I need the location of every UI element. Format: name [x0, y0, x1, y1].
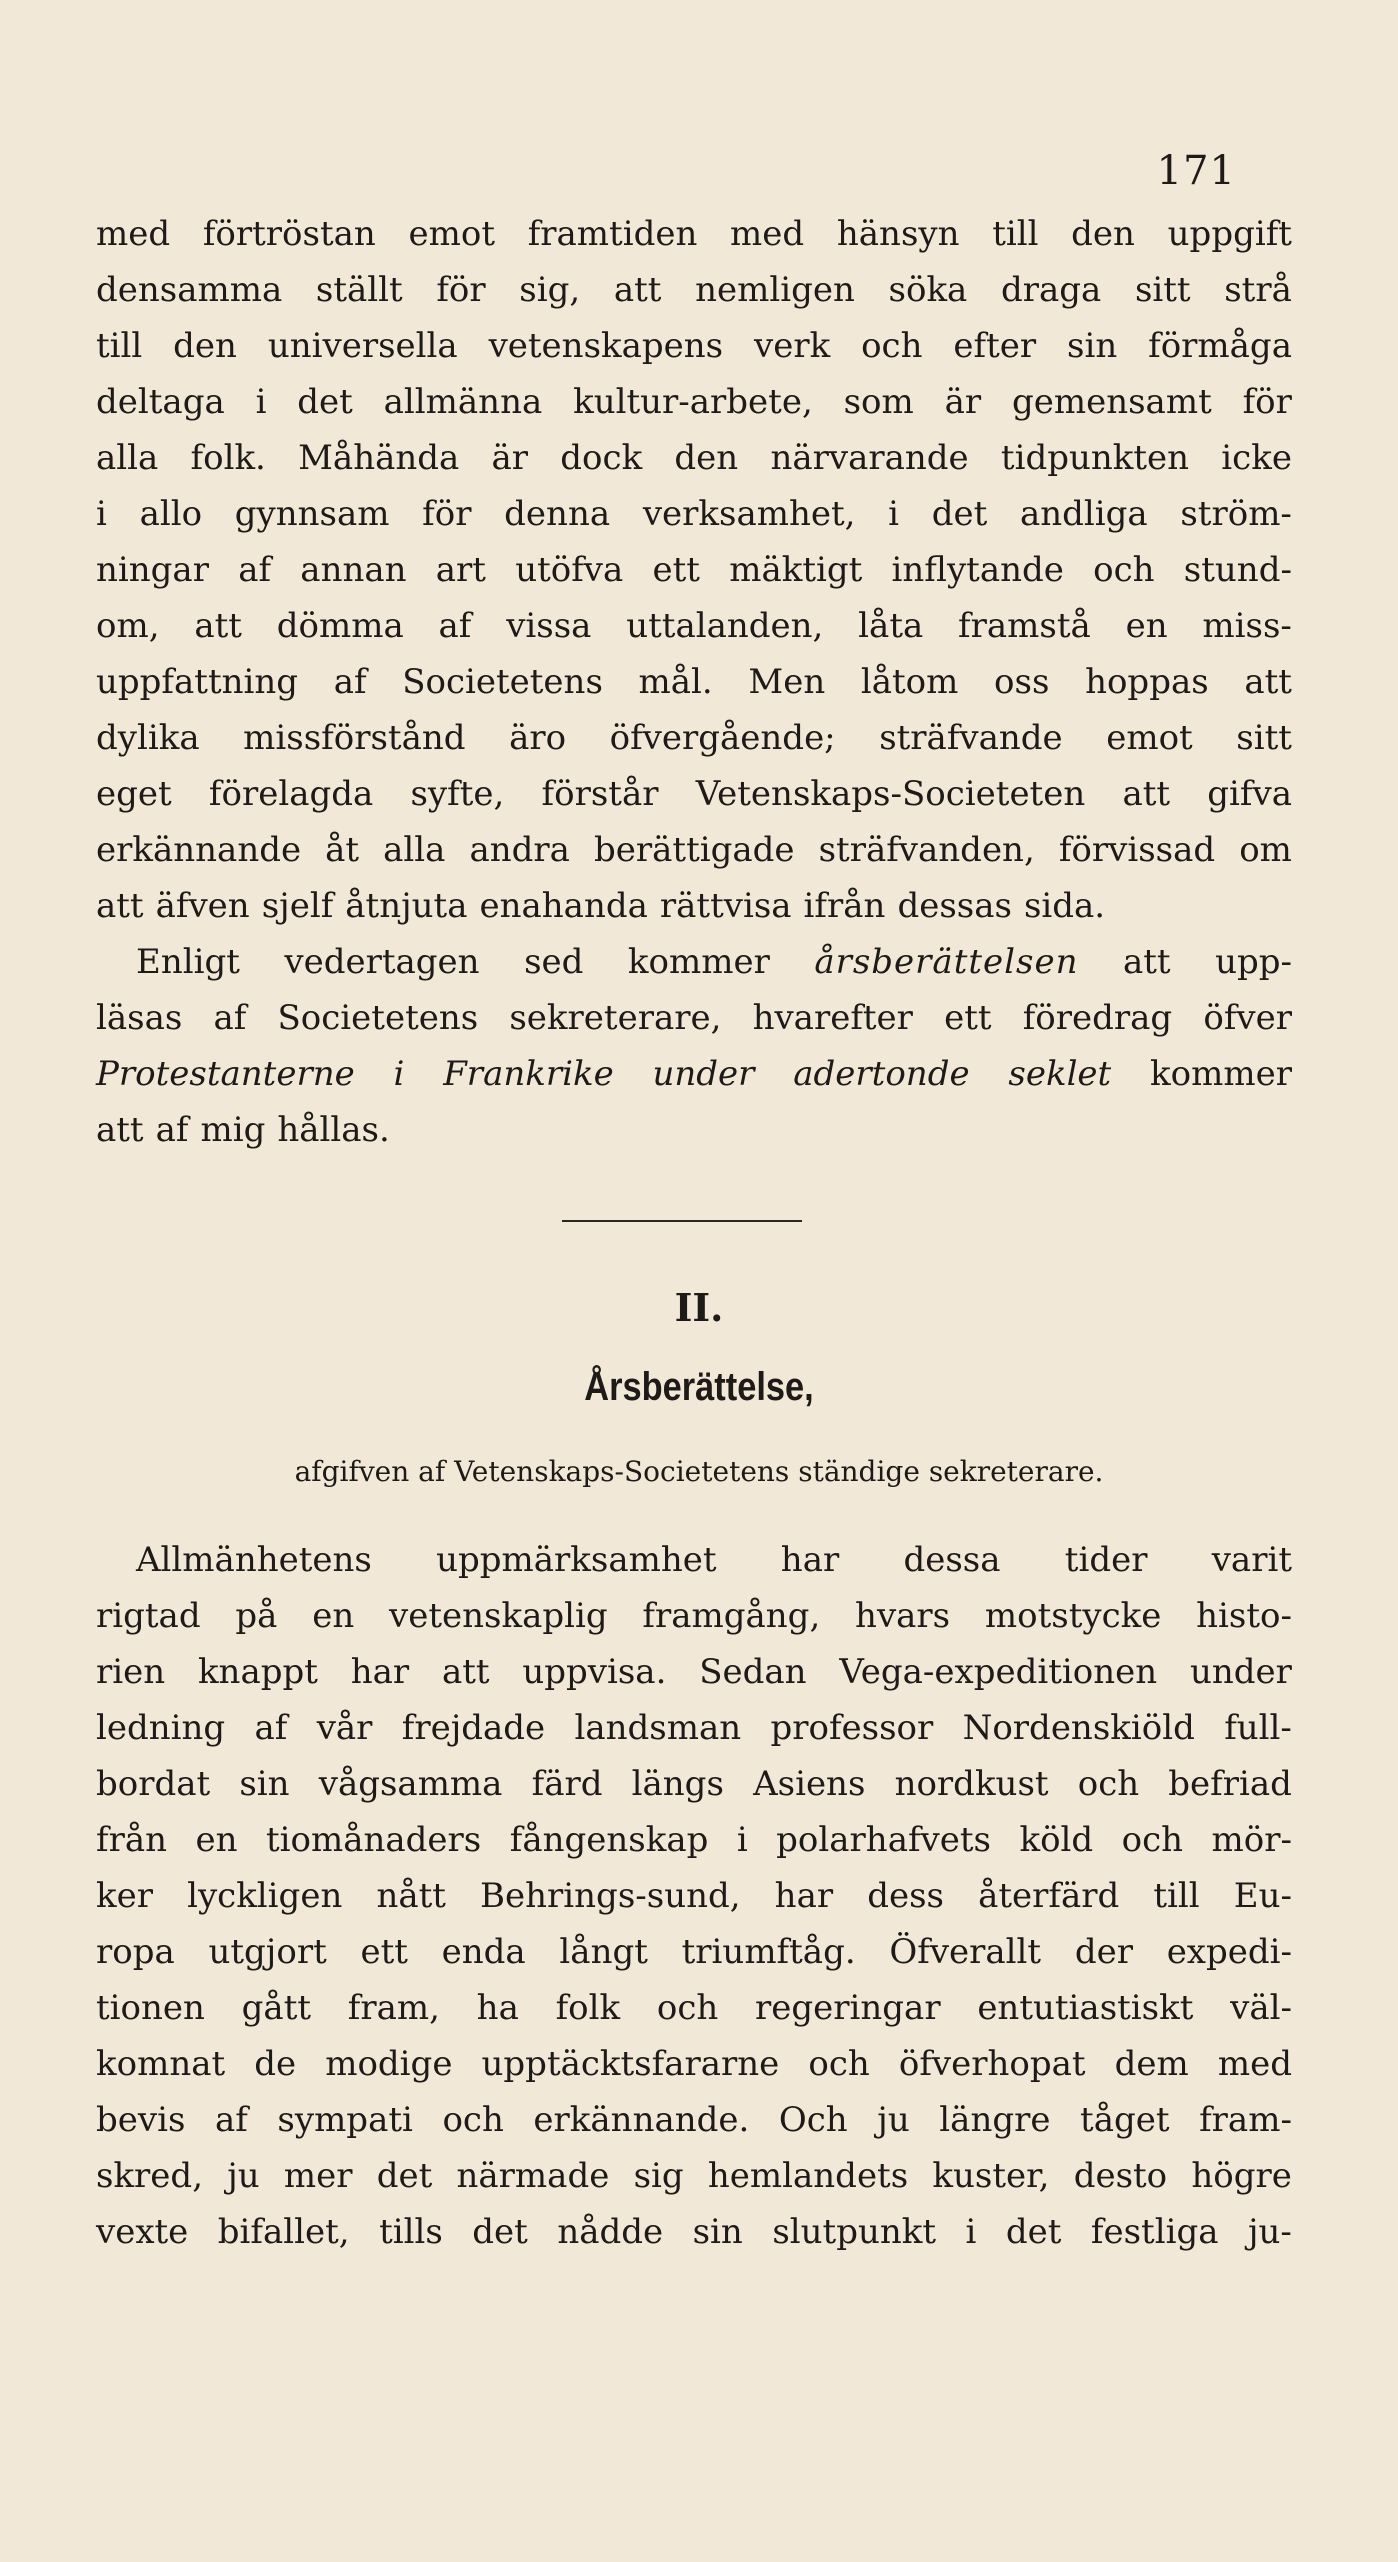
- word: dessas: [897, 886, 1012, 926]
- word: till: [96, 326, 143, 366]
- word: att: [96, 886, 144, 926]
- word: det: [931, 494, 988, 534]
- word: denna: [504, 494, 611, 534]
- word: sympati: [277, 2100, 413, 2140]
- text-line: [96, 1644, 1292, 1700]
- word: med: [1217, 2044, 1292, 2084]
- word: om,: [96, 606, 160, 646]
- word: upptäcktsfararne: [481, 2044, 780, 2084]
- word: emot: [408, 214, 495, 254]
- word: nemligen: [695, 270, 855, 310]
- word: sträfvande: [879, 718, 1063, 758]
- word: art: [435, 550, 486, 590]
- word: äro: [509, 718, 567, 758]
- word: att: [441, 1652, 490, 1692]
- word: dem: [1114, 2044, 1189, 2084]
- word: och: [442, 2100, 504, 2140]
- word: ju: [877, 2100, 910, 2140]
- word: det: [1005, 2212, 1062, 2252]
- text-line: [96, 1924, 1292, 1980]
- word: Men: [748, 662, 826, 702]
- word: på: [235, 1596, 278, 1636]
- word: ett: [944, 998, 992, 1038]
- word: sin: [239, 1764, 290, 1804]
- word: af: [333, 662, 367, 702]
- word: är: [491, 438, 529, 478]
- word: åtnjuta: [345, 886, 468, 926]
- text-line: [96, 1700, 1292, 1756]
- word: tionen: [96, 1988, 205, 2028]
- word: slutpunkt: [772, 2212, 937, 2252]
- text-line: [96, 206, 1292, 262]
- word: stund-: [1183, 550, 1292, 590]
- word: verksamhet,: [642, 494, 856, 534]
- word: söka: [888, 270, 968, 310]
- word: tidpunkten: [1000, 438, 1190, 478]
- word: bordat: [96, 1764, 211, 1804]
- word: till: [992, 214, 1039, 254]
- word: sida.: [1023, 886, 1106, 926]
- word: miss-: [1202, 606, 1292, 646]
- word: sitt: [1134, 270, 1191, 310]
- word: triumftåg.: [681, 1932, 856, 1972]
- word: sig,: [519, 270, 581, 310]
- word: utöfva: [515, 550, 624, 590]
- word: Allmänhetens: [136, 1540, 372, 1580]
- word: enahanda: [479, 886, 648, 926]
- word: för: [1242, 382, 1292, 422]
- word: polarhafvets: [776, 1820, 991, 1860]
- word: ker: [96, 1876, 153, 1916]
- word: åt: [325, 830, 360, 870]
- word: föredrag: [1022, 998, 1173, 1038]
- emphasis-text: under: [652, 1054, 755, 1094]
- word: ledning: [96, 1708, 226, 1748]
- word: köld: [1019, 1820, 1094, 1860]
- word: i: [255, 382, 267, 422]
- word: förmåga: [1148, 326, 1292, 366]
- emphasis-text: Protestanterne: [96, 1054, 355, 1094]
- word: full-: [1224, 1708, 1292, 1748]
- word: låtom: [860, 662, 959, 702]
- word: äfven: [155, 886, 250, 926]
- word: det: [472, 2212, 528, 2252]
- emphasis-text: i: [393, 1054, 405, 1094]
- word: icke: [1221, 438, 1292, 478]
- word: närmade: [456, 2156, 610, 2196]
- word: framgång,: [642, 1596, 821, 1636]
- text-line: [96, 542, 1292, 598]
- word: framstå: [958, 606, 1091, 646]
- word: af: [214, 2100, 248, 2140]
- word: att: [96, 1110, 144, 1150]
- word: universella: [267, 326, 458, 366]
- word: dess: [867, 1876, 944, 1916]
- word: erkännande.: [533, 2100, 750, 2140]
- word: allo: [139, 494, 203, 534]
- word: uppvisa.: [522, 1652, 667, 1692]
- word: det: [297, 382, 353, 422]
- word: folk: [555, 1988, 621, 2028]
- text-line: [96, 2204, 1292, 2260]
- word: dylika: [96, 718, 200, 758]
- text-line: [96, 262, 1292, 318]
- word: återfärd: [978, 1876, 1120, 1916]
- text-line: [96, 1102, 1292, 1158]
- emphasis-text: seklet: [1008, 1054, 1112, 1094]
- word: desto: [1073, 2156, 1168, 2196]
- word: draga: [1000, 270, 1102, 310]
- word: uttalanden,: [626, 606, 824, 646]
- section-divider: [562, 1220, 802, 1222]
- word: den: [674, 438, 739, 478]
- text-line: [96, 2036, 1292, 2092]
- word: af: [438, 606, 472, 646]
- word: tills: [379, 2212, 443, 2252]
- text-run: kommer: [1150, 1054, 1292, 1094]
- word: långt: [559, 1932, 648, 1972]
- text-line: [96, 1046, 1292, 1102]
- word: andliga: [1019, 494, 1148, 534]
- word: öfverhopat: [898, 2044, 1086, 2084]
- text-line: [96, 878, 1292, 934]
- word: och: [808, 2044, 870, 2084]
- word: gifva: [1207, 774, 1292, 814]
- word: öfvergående;: [609, 718, 836, 758]
- word: der: [1074, 1932, 1133, 1972]
- word: efter: [953, 326, 1037, 366]
- word: ha: [476, 1988, 519, 2028]
- word: gemensamt: [1011, 382, 1212, 422]
- word: fångenskap: [509, 1820, 709, 1860]
- word: Asiens: [753, 1764, 866, 1804]
- word: har: [780, 1540, 840, 1580]
- word: expedi-: [1166, 1932, 1292, 1972]
- word: skred,: [96, 2156, 203, 2196]
- word: Societetens: [277, 998, 479, 1038]
- word: gynnsam: [234, 494, 390, 534]
- word: alla: [96, 438, 159, 478]
- emphasis-text: adertonde: [793, 1054, 970, 1094]
- word: och: [1077, 1764, 1140, 1804]
- word: sekreterare,: [509, 998, 722, 1038]
- word: fram,: [347, 1988, 440, 2028]
- section-subtitle: afgifven af Vetenskaps-Societetens ständige sekreterare.: [294, 1455, 1104, 1488]
- word: hänsyn: [836, 214, 960, 254]
- word: af: [213, 998, 247, 1038]
- word: dessa: [903, 1540, 1001, 1580]
- text-line: [96, 430, 1292, 486]
- word: mig: [200, 1110, 266, 1150]
- word: modige: [325, 2044, 453, 2084]
- word: nådde: [557, 2212, 664, 2252]
- word: sitt: [1236, 718, 1292, 758]
- word: deltaga: [96, 382, 225, 422]
- word: befriad: [1168, 1764, 1292, 1804]
- word: att: [194, 606, 242, 646]
- word: närvarande: [770, 438, 969, 478]
- word: sträfvanden,: [818, 830, 1035, 870]
- word: och: [1093, 550, 1155, 590]
- word: en: [312, 1596, 355, 1636]
- word: för: [422, 494, 472, 534]
- word: mål.: [638, 662, 713, 702]
- word: folk.: [190, 438, 266, 478]
- text-line: [96, 934, 1292, 990]
- word: de: [254, 2044, 297, 2084]
- word: vexte: [96, 2212, 189, 2252]
- word: färd: [531, 1764, 603, 1804]
- text-line: [96, 2092, 1292, 2148]
- word: i: [965, 2212, 977, 2252]
- word: uppfattning: [96, 662, 299, 702]
- word: tiomånaders: [265, 1820, 482, 1860]
- word: förtröstan: [202, 214, 376, 254]
- word: professor: [770, 1708, 934, 1748]
- word: upp-: [1215, 942, 1292, 982]
- word: under: [1189, 1652, 1292, 1692]
- word: med: [96, 214, 171, 254]
- word: vetenskaplig: [389, 1596, 608, 1636]
- word: tåget: [1080, 2100, 1170, 2140]
- word: landsman: [574, 1708, 742, 1748]
- word: Och: [778, 2100, 848, 2140]
- word: komnat: [96, 2044, 226, 2084]
- word: enda: [441, 1932, 526, 1972]
- word: af: [238, 550, 272, 590]
- word: festliga: [1090, 2212, 1219, 2252]
- text-line: [96, 654, 1292, 710]
- word: ett: [360, 1932, 408, 1972]
- word: uppgift: [1167, 214, 1292, 254]
- word: vetenskapens: [488, 326, 724, 366]
- paragraph-1: [96, 206, 1292, 934]
- word: allmänna: [383, 382, 543, 422]
- text-line: [96, 1980, 1292, 2036]
- word: kuster,: [932, 2156, 1050, 2196]
- word: ju-: [1247, 2212, 1292, 2252]
- text-line: [96, 318, 1292, 374]
- word: kultur-arbete,: [573, 382, 813, 422]
- word: förstår: [541, 774, 659, 814]
- word: ropa: [96, 1932, 175, 1972]
- word: ifrån: [803, 886, 886, 926]
- word: har: [350, 1652, 410, 1692]
- word: vedertagen: [284, 942, 480, 982]
- word: om: [1239, 830, 1292, 870]
- word: syfte,: [410, 774, 505, 814]
- word: att: [1122, 774, 1171, 814]
- text-line: [96, 2148, 1292, 2204]
- word: varit: [1211, 1540, 1292, 1580]
- text-line: [96, 766, 1292, 822]
- word: hoppas: [1085, 662, 1209, 702]
- word: Vega-expeditionen: [839, 1652, 1158, 1692]
- word: i: [888, 494, 900, 534]
- word: berättigade: [594, 830, 795, 870]
- word: knappt: [197, 1652, 318, 1692]
- word: ström-: [1180, 494, 1292, 534]
- word: framtiden: [527, 214, 698, 254]
- word: emot: [1106, 718, 1193, 758]
- word: nordkust: [894, 1764, 1049, 1804]
- word: bifallet,: [217, 2212, 350, 2252]
- word: gått: [241, 1988, 312, 2028]
- word: vågsamma: [318, 1764, 503, 1804]
- word: rättvisa: [659, 886, 792, 926]
- word: uppmärksamhet: [436, 1540, 717, 1580]
- word: dömma: [276, 606, 404, 646]
- text-line: [96, 1588, 1292, 1644]
- word: förvissad: [1058, 830, 1216, 870]
- word: hvars: [855, 1596, 951, 1636]
- word: längre: [939, 2100, 1051, 2140]
- word: sin: [692, 2212, 743, 2252]
- word: bevis: [96, 2100, 186, 2140]
- word: Eu-: [1233, 1876, 1292, 1916]
- word: kommer: [627, 942, 770, 982]
- word: sjelf: [261, 886, 334, 926]
- word: i: [96, 494, 107, 534]
- word: vår: [316, 1708, 373, 1748]
- word: frejdade: [401, 1708, 546, 1748]
- word: en: [195, 1820, 238, 1860]
- word: rien: [96, 1652, 166, 1692]
- word: och: [656, 1988, 719, 2028]
- word: Måhända: [298, 438, 460, 478]
- word: högre: [1191, 2156, 1292, 2196]
- word: den: [173, 326, 237, 366]
- word: Behrings-sund,: [480, 1876, 741, 1916]
- word: läsas: [96, 998, 183, 1038]
- text-line: [96, 374, 1292, 430]
- text-line: [96, 1756, 1292, 1812]
- word: mäktigt: [729, 550, 863, 590]
- word: regeringar: [755, 1988, 941, 2028]
- paragraph-2: [96, 934, 1292, 1158]
- word: hvarefter: [752, 998, 913, 1038]
- word: lyckligen: [187, 1876, 343, 1916]
- word: den: [1071, 214, 1135, 254]
- word: Nordenskiöld: [962, 1708, 1195, 1748]
- word: erkännande: [96, 830, 302, 870]
- word: mer: [283, 2156, 353, 2196]
- word: sin: [1067, 326, 1118, 366]
- word: ett: [652, 550, 700, 590]
- emphasis-text: Frankrike: [443, 1054, 614, 1094]
- word: att: [1122, 942, 1171, 982]
- word: strå: [1224, 270, 1292, 310]
- word: histo-: [1196, 1596, 1292, 1636]
- word: ju: [227, 2156, 260, 2196]
- word: Vetenskaps-Societeten: [695, 774, 1086, 814]
- paragraph-3: [96, 1532, 1292, 2260]
- word: med: [730, 214, 805, 254]
- text-line: [96, 1532, 1292, 1588]
- page-number: 171: [1156, 148, 1236, 194]
- word: sig: [633, 2156, 684, 2196]
- text-line: [96, 1868, 1292, 1924]
- word: motstycke: [984, 1596, 1162, 1636]
- word: det: [376, 2156, 433, 2196]
- text-line: [96, 1812, 1292, 1868]
- text-line: [96, 598, 1292, 654]
- word: verk: [754, 326, 831, 366]
- word: sed: [524, 942, 584, 982]
- word: för: [436, 270, 486, 310]
- word: har: [774, 1876, 834, 1916]
- word: af: [254, 1708, 288, 1748]
- text-line: [96, 990, 1292, 1046]
- word: oss: [994, 662, 1050, 702]
- section-number: II.: [674, 1285, 724, 1330]
- word: af: [155, 1110, 189, 1150]
- word: från: [96, 1820, 168, 1860]
- section-title: Årsberättelse,: [584, 1365, 814, 1409]
- word: tider: [1064, 1540, 1148, 1580]
- emphasis-text: årsberättelsen: [814, 942, 1079, 982]
- text-line: [96, 822, 1292, 878]
- word: missförstånd: [243, 718, 466, 758]
- word: utgjort: [208, 1932, 327, 1972]
- word: andra: [469, 830, 570, 870]
- text-line: [96, 486, 1292, 542]
- word: dock: [560, 438, 643, 478]
- word: nått: [376, 1876, 446, 1916]
- word: Sedan: [699, 1652, 807, 1692]
- word: en: [1125, 606, 1168, 646]
- word: densamma: [96, 270, 283, 310]
- word: Enligt: [136, 942, 240, 982]
- word: längs: [631, 1764, 724, 1804]
- word: inflytande: [891, 550, 1064, 590]
- word: till: [1153, 1876, 1200, 1916]
- word: att: [1244, 662, 1292, 702]
- word: annan: [300, 550, 407, 590]
- word: och: [1121, 1820, 1184, 1860]
- word: Öfverallt: [889, 1932, 1042, 1972]
- word: fram-: [1199, 2100, 1292, 2140]
- text-line: [96, 710, 1292, 766]
- word: hållas.: [277, 1110, 390, 1150]
- word: alla: [383, 830, 446, 870]
- word: och: [861, 326, 923, 366]
- word: vissa: [506, 606, 592, 646]
- word: eget: [96, 774, 172, 814]
- word: ställt: [315, 270, 403, 310]
- word: väl-: [1230, 1988, 1292, 2028]
- word: öfver: [1203, 998, 1292, 1038]
- word: är: [944, 382, 982, 422]
- word: i: [736, 1820, 748, 1860]
- word: ningar: [96, 550, 209, 590]
- word: entutiastiskt: [977, 1988, 1194, 2028]
- word: som: [843, 382, 914, 422]
- word: mör-: [1211, 1820, 1292, 1860]
- word: låta: [858, 606, 924, 646]
- word: förelagda: [208, 774, 374, 814]
- word: hemlandets: [707, 2156, 909, 2196]
- word: rigtad: [96, 1596, 201, 1636]
- word: att: [613, 270, 662, 310]
- word: Societetens: [402, 662, 603, 702]
